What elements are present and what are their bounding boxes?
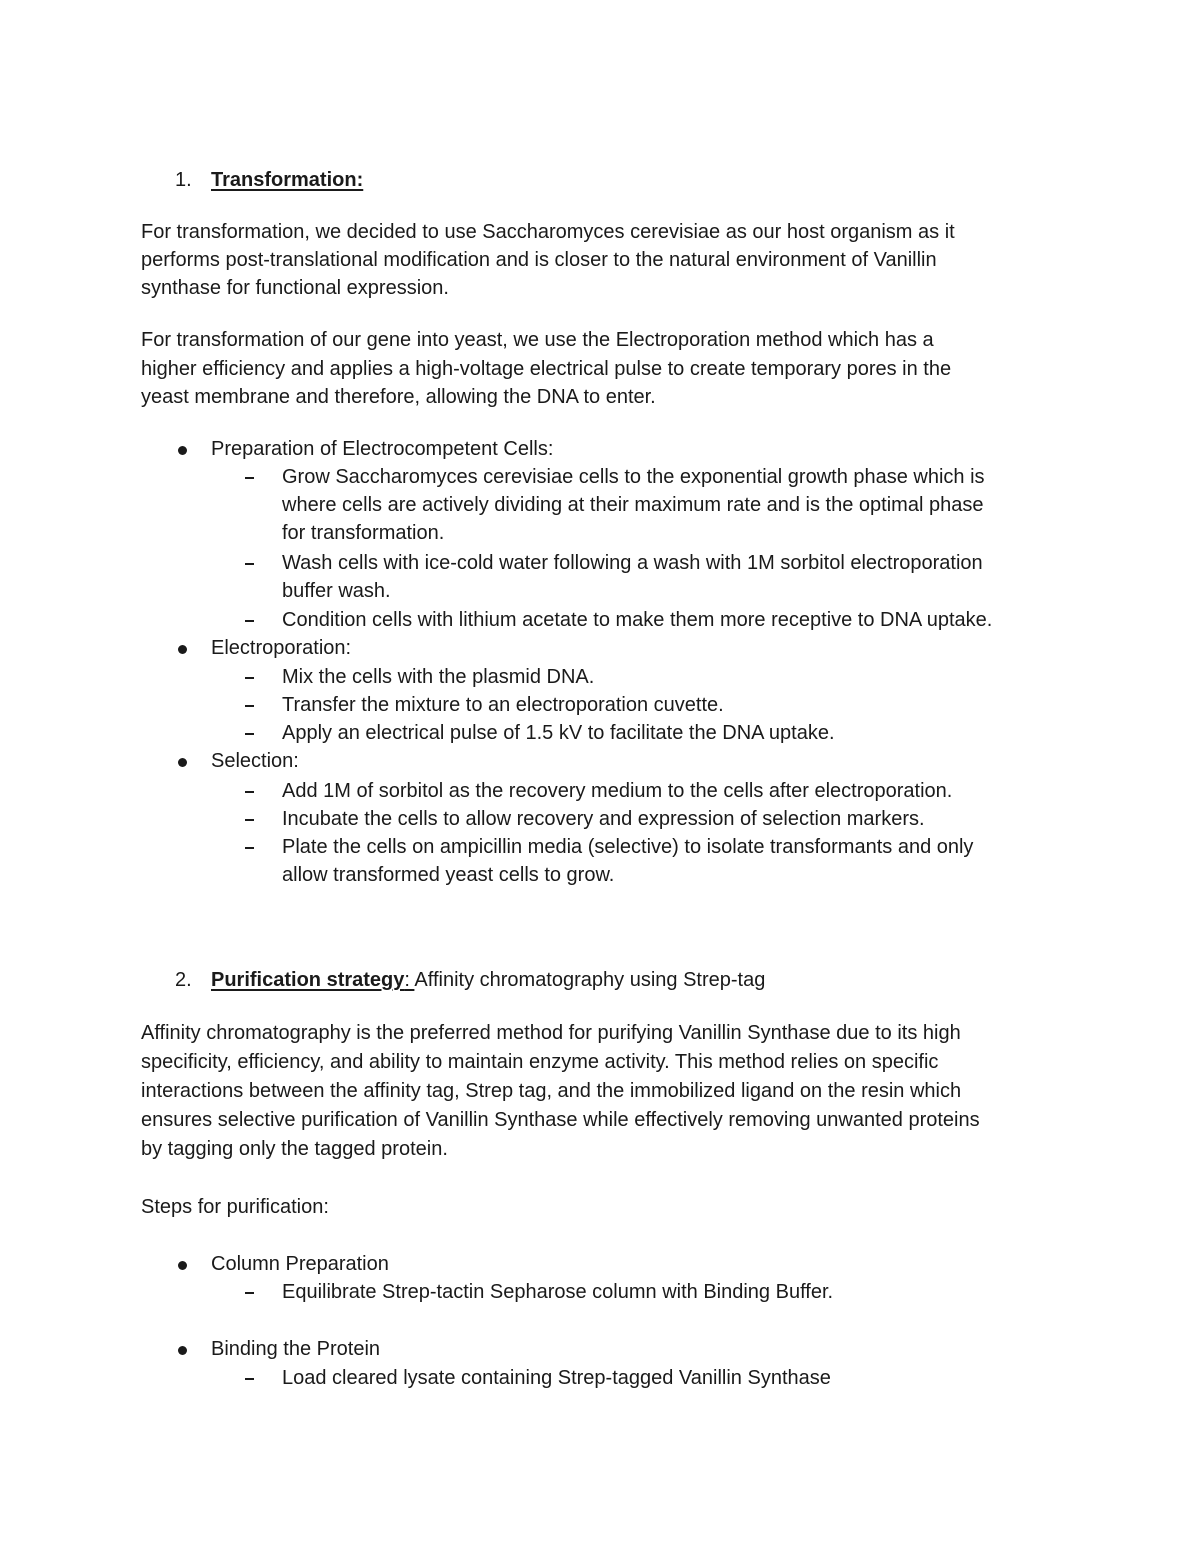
sub-item-line: Wash cells with ice-cold water following a wash with 1M sorbitol electroporation [282,552,983,574]
dash-icon [245,733,254,735]
bullet-icon [178,758,187,767]
section-number: 1. [175,169,192,191]
paragraph-line: higher efficiency and applies a high-voltage electrical pulse to create temporary pores in the [141,358,952,380]
paragraph-line: by tagging only the tagged protein. [141,1138,448,1160]
dash-icon [245,1292,254,1294]
bullet-icon [178,1346,187,1355]
paragraph-line: For transformation of our gene into yeast, we use the Electroporation method which has a [141,329,934,351]
sub-item-line: Grow Saccharomyces cerevisiae cells to the exponential growth phase which is [282,466,985,488]
bullet-icon [178,1261,187,1270]
sub-item-line: where cells are actively dividing at their maximum rate and is the optimal phase [282,494,984,516]
sub-item-line: Load cleared lysate containing Strep-tagged Vanillin Synthase [282,1367,831,1389]
bullet-icon [178,446,187,455]
sub-item-line: Plate the cells on ampicillin media (selective) to isolate transformants and only [282,836,974,858]
sub-item-line: Mix the cells with the plasmid DNA. [282,666,595,688]
list-item-label: Selection: [211,750,299,772]
dash-icon [245,620,254,622]
dash-icon [245,677,254,679]
section-number: 2. [175,969,192,991]
section-heading: Transformation: [211,169,364,191]
paragraph-line: ensures selective purification of Vanillin Synthase while effectively removing unwanted proteins [141,1109,980,1131]
bullet-icon [178,645,187,654]
dash-icon [245,847,254,849]
sub-item-line: Transfer the mixture to an electroporation cuvette. [282,694,724,716]
dash-icon [245,563,254,565]
list-item-label: Preparation of Electrocompetent Cells: [211,438,554,460]
heading-separator: : [404,969,415,991]
dash-icon [245,819,254,821]
sub-item-line: for transformation. [282,522,445,544]
sub-item-line: Apply an electrical pulse of 1.5 kV to facilitate the DNA uptake. [282,722,835,744]
dash-icon [245,1378,254,1380]
dash-icon [245,705,254,707]
dash-icon [245,477,254,479]
paragraph-line: performs post-translational modification and is closer to the natural environment of Vanillin [141,249,937,271]
paragraph-line: For transformation, we decided to use Saccharomyces cerevisiae as our host organism as it [141,221,955,243]
list-item-label: Electroporation: [211,637,352,659]
list-item-label: Column Preparation [211,1253,389,1275]
sub-item-line: Incubate the cells to allow recovery and expression of selection markers. [282,808,925,830]
paragraph-line: specificity, efficiency, and ability to maintain enzyme activity. This method relies on specific [141,1051,939,1073]
paragraph-line: synthase for functional expression. [141,277,449,299]
list-item-label: Binding the Protein [211,1338,381,1360]
paragraph-line: Affinity chromatography is the preferred method for purifying Vanillin Synthase due to its high [141,1022,961,1044]
sub-item-line: allow transformed yeast cells to grow. [282,864,615,886]
paragraph-line: yeast membrane and therefore, allowing the DNA to enter. [141,386,656,408]
sub-item-line: Condition cells with lithium acetate to make them more receptive to DNA uptake. [282,609,993,631]
paragraph-line: interactions between the affinity tag, Strep tag, and the immobilized ligand on the resin which [141,1080,962,1102]
steps-intro: Steps for purification: [141,1196,329,1218]
sub-item-line: Add 1M of sorbitol as the recovery medium to the cells after electroporation. [282,780,953,802]
sub-item-line: Equilibrate Strep-tactin Sepharose column with Binding Buffer. [282,1281,834,1303]
dash-icon [245,791,254,793]
section-heading: Purification strategy [211,969,405,991]
section-heading-line [211,968,765,992]
section-subtitle: Affinity chromatography using Strep-tag [414,969,766,991]
sub-item-line: buffer wash. [282,580,391,602]
